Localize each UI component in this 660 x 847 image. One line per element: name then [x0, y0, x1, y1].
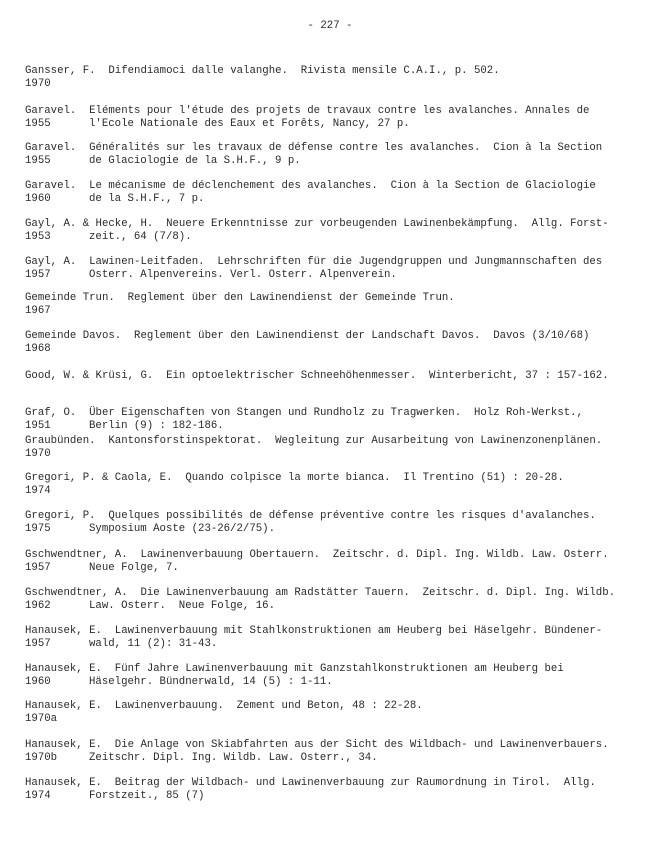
- entry-year: 1957: [25, 638, 51, 650]
- entry-second-line: [25, 676, 645, 689]
- entry-second-line: [25, 155, 645, 168]
- bibliography-entry: [25, 180, 645, 206]
- bibliography-entry: [25, 587, 645, 613]
- entry-citation: Hanausek, E. Fünf Jahre Lawinenverbauung mit Ganzstahlkonstruktionen am Heuberg bei: [25, 663, 564, 675]
- entry-second-line: [25, 485, 645, 498]
- entry-continuation: Osterr. Alpenvereins. Verl. Osterr. Alpenverein.: [89, 269, 397, 281]
- entry-year: 1960: [25, 193, 51, 205]
- entry-year: 1975: [25, 523, 51, 535]
- entry-continuation: wald, 11 (2): 31-43.: [89, 638, 218, 650]
- bibliography-entry: [25, 739, 645, 765]
- bibliography-entry: [25, 510, 645, 536]
- entry-second-line: [25, 305, 645, 318]
- entry-second-line: [25, 78, 645, 91]
- bibliography-entry: [25, 407, 645, 433]
- bibliography-entry: [25, 549, 645, 575]
- bibliography-entry: [25, 700, 645, 726]
- entry-second-line: [25, 638, 645, 651]
- entry-citation: Graubünden. Kantonsforstinspektorat. Wegleitung zur Ausarbeitung von Lawinenzonenplänen.: [25, 435, 603, 447]
- entry-citation: Gemeinde Trun. Reglement über den Lawinendienst der Gemeinde Trun.: [25, 292, 455, 304]
- entry-year: 1974: [25, 790, 51, 802]
- entry-year: 1957: [25, 269, 51, 281]
- entry-second-line: [25, 420, 645, 433]
- bibliography-entry: [25, 777, 645, 803]
- entry-year: 1968: [25, 343, 51, 355]
- entry-citation: Gayl, A. Lawinen-Leitfaden. Lehrschriften für die Jugendgruppen und Jungmannschaften des: [25, 256, 603, 268]
- entry-citation: Gschwendtner, A. Die Lawinenverbauung am Radstätter Tauern. Zeitschr. d. Dipl. Ing. Wildb.: [25, 587, 616, 599]
- entry-year: 1974: [25, 485, 51, 497]
- entry-citation: Hanausek, E. Beitrag der Wildbach- und Lawinenverbauung zur Raumordnung in Tirol. Allg.: [25, 777, 596, 789]
- entry-second-line: [25, 600, 645, 613]
- entry-second-line: [25, 752, 645, 765]
- entry-second-line: [25, 193, 645, 206]
- entry-year: 1970: [25, 448, 51, 460]
- entry-second-line: [25, 562, 645, 575]
- entry-second-line: [25, 448, 645, 461]
- entry-year: 1955: [25, 155, 51, 167]
- bibliography-entry: [25, 330, 645, 356]
- page-number: - 227 -: [307, 20, 353, 32]
- entry-continuation: Symposium Aoste (23-26/2/75).: [89, 523, 275, 535]
- bibliography-entry: [25, 370, 645, 383]
- entry-citation: Hanausek, E. Lawinenverbauung. Zement und Beton, 48 : 22-28.: [25, 700, 423, 712]
- entry-year: 1955: [25, 118, 51, 130]
- entry-second-line: [25, 790, 645, 803]
- bibliography-entry: [25, 663, 645, 689]
- entry-year: 1951: [25, 420, 51, 432]
- bibliography-entry: [25, 472, 645, 498]
- entry-continuation: de la S.H.F., 7 p.: [89, 193, 205, 205]
- entry-citation: Hanausek, E. Lawinenverbauung mit Stahlkonstruktionen am Heuberg bei Häselgehr. Bündener-: [25, 625, 603, 637]
- entry-second-line: [25, 523, 645, 536]
- entry-citation: Gregori, P. Quelques possibilités de défense préventive contre les risques d'avalanches.: [25, 510, 596, 522]
- entry-citation: Garavel. Le mécanisme de déclenchement des avalanches. Cion à la Section de Glaciologie: [25, 180, 596, 192]
- bibliography-entry: [25, 142, 645, 168]
- entry-continuation: Zeitschr. Dipl. Ing. Wildb. Law. Osterr., 34.: [89, 752, 378, 764]
- entry-year: 1962: [25, 600, 51, 612]
- bibliography-entry: [25, 105, 645, 131]
- bibliography-entry: [25, 218, 645, 244]
- entry-year: 1970a: [25, 713, 58, 725]
- entry-second-line: [25, 343, 645, 356]
- entry-year: 1957: [25, 562, 51, 574]
- entry-citation: Hanausek, E. Die Anlage von Skiabfahrten aus der Sicht des Wildbach- und Lawinenverbauers.: [25, 739, 609, 751]
- entry-year: 1970: [25, 78, 51, 90]
- entry-second-line: [25, 269, 645, 282]
- entry-citation: Graf, O. Über Eigenschaften von Stangen und Rundholz zu Tragwerken. Holz Roh-Werkst.,: [25, 407, 583, 419]
- entry-second-line: [25, 118, 645, 131]
- entry-citation: Gregori, P. & Caola, E. Quando colpisce la morte bianca. Il Trentino (51) : 20-28.: [25, 472, 564, 484]
- entry-continuation: Häselgehr. Bündnerwald, 14 (5) : 1-11.: [89, 676, 333, 688]
- entry-year: 1960: [25, 676, 51, 688]
- entry-second-line: [25, 231, 645, 244]
- entry-continuation: Law. Osterr. Neue Folge, 16.: [89, 600, 275, 612]
- entry-continuation: Forstzeit., 85 (7): [89, 790, 205, 802]
- bibliography-entry: [25, 65, 645, 91]
- entry-year: 1967: [25, 305, 51, 317]
- entry-continuation: de Glaciologie de la S.H.F., 9 p.: [89, 155, 301, 167]
- bibliography-entry: [25, 256, 645, 282]
- entry-continuation: zeit., 64 (7/8).: [89, 231, 192, 243]
- entry-citation: Gansser, F. Difendiamoci dalle valanghe. Rivista mensile C.A.I., p. 502.: [25, 65, 500, 77]
- entry-year: 1953: [25, 231, 51, 243]
- entry-year: 1970b: [25, 752, 58, 764]
- entry-citation: Gemeinde Davos. Reglement über den Lawinendienst der Landschaft Davos. Davos (3/10/68): [25, 330, 590, 342]
- bibliography-entry: [25, 625, 645, 651]
- bibliography-entry: [25, 292, 645, 318]
- entry-second-line: [25, 713, 645, 726]
- entry-citation: Gayl, A. & Hecke, H. Neuere Erkenntnisse zur vorbeugenden Lawinenbekämpfung. Allg. Forst-: [25, 218, 609, 230]
- bibliography-entry: [25, 435, 645, 461]
- entry-citation: Garavel. Eléments pour l'étude des projets de travaux contre les avalanches. Annales de: [25, 105, 590, 117]
- entry-citation: Garavel. Généralités sur les travaux de défense contre les avalanches. Cion à la Section: [25, 142, 603, 154]
- entry-continuation: l'Ecole Nationale des Eaux et Forêts, Nancy, 27 p.: [89, 118, 410, 130]
- entry-citation: Gschwendtner, A. Lawinenverbauung Obertauern. Zeitschr. d. Dipl. Ing. Wildb. Law. Osterr.: [25, 549, 609, 561]
- entry-citation: Good, W. & Krüsi, G. Ein optoelektrischer Schneehöhenmesser. Winterbericht, 37 : 157-162.: [25, 370, 609, 382]
- entry-continuation: Berlin (9) : 182-186.: [89, 420, 224, 432]
- entry-continuation: Neue Folge, 7.: [89, 562, 179, 574]
